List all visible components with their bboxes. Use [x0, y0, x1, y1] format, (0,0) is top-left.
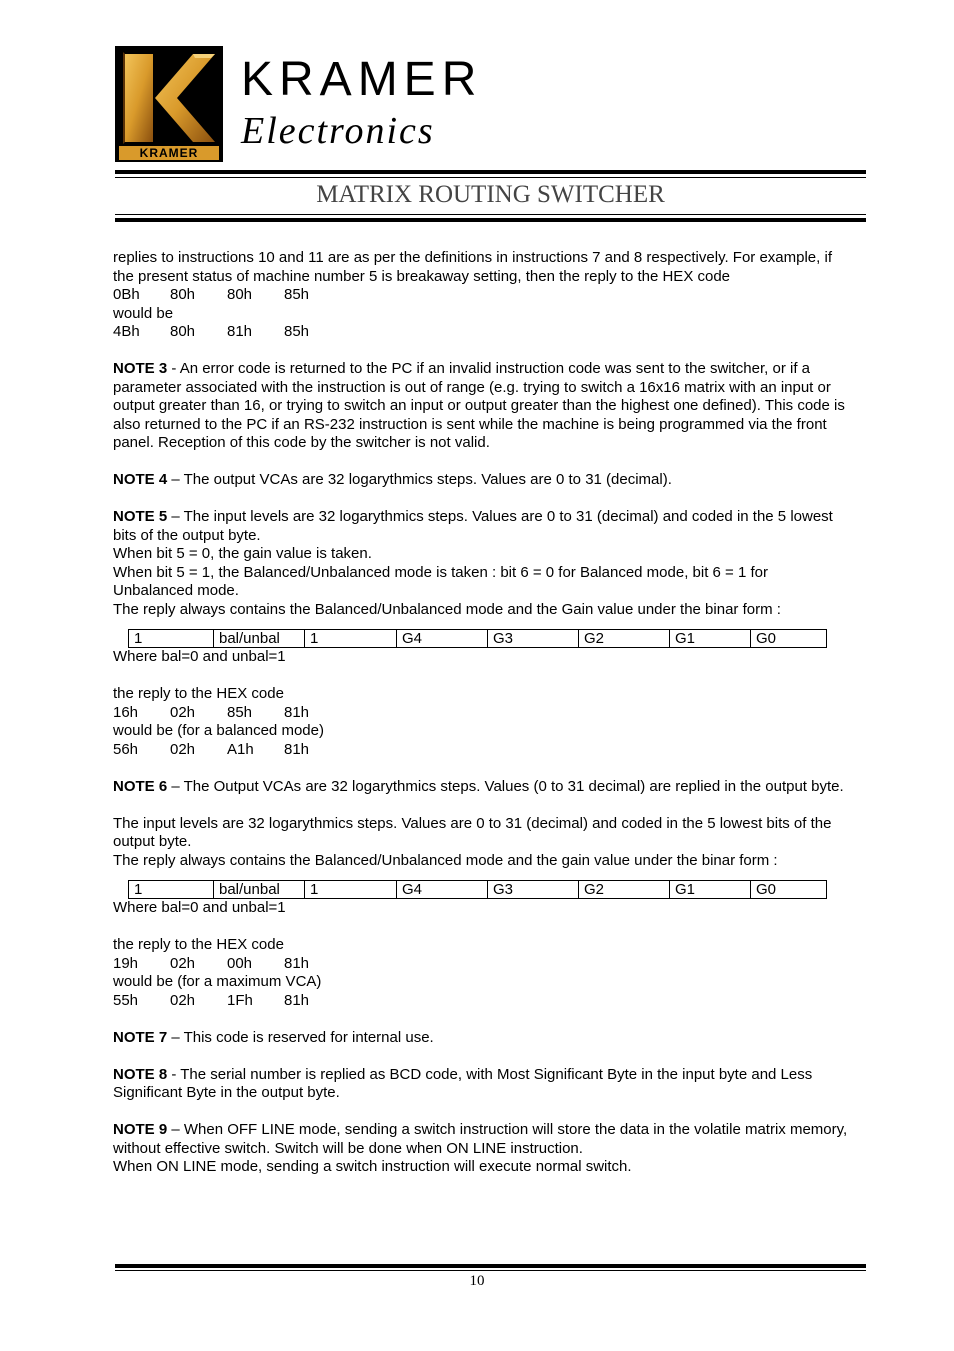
hex-value: 80h	[170, 323, 196, 340]
table-cell: G0	[751, 881, 827, 899]
note-7-text: – This code is reserved for internal use.	[167, 1028, 434, 1046]
note-5	[113, 508, 848, 545]
note-3-text: - An error code is returned to the PC if an invalid instruction code was sent to the switcher, or if a parameter associated with the instruction is out of range (e.g. trying to switch a 16x16 matrix with an input or output greater than 16, or trying to switch an input or output greater than the highest one defined). This code is also returned to the PC if an RS-232 instruction is sent while the machine is being programmed via the front panel. Reception of this code by the switcher is not valid.	[113, 360, 845, 451]
table-cell: G2	[579, 881, 670, 899]
page-number: 10	[469, 1273, 485, 1289]
header-rule-bottom-thin	[115, 214, 866, 215]
note-8	[113, 1066, 848, 1103]
table-row	[129, 630, 827, 648]
hex-row-2	[113, 323, 848, 342]
table-cell: G3	[488, 881, 579, 899]
hex-value: 81h	[284, 954, 310, 972]
table-cell: 1	[129, 881, 214, 899]
brand-name: KRAMER	[241, 53, 483, 106]
note-9-line: When ON LINE mode, sending a switch instruction will execute normal switch.	[113, 1158, 632, 1175]
header-rule-top	[115, 170, 866, 174]
table-cell: bal/unbal	[214, 630, 305, 648]
note-5-text: – The input levels are 32 logarythmics steps. Values are 0 to 31 (decimal) and coded in the 5 lowest bits of the output byte.	[113, 508, 833, 544]
hex-row-1	[113, 286, 848, 305]
hex-value: 0Bh	[113, 286, 140, 303]
table-cell: 1	[305, 881, 397, 899]
hex-value: 16h	[113, 703, 139, 721]
hex-value: 81h	[284, 991, 310, 1009]
kramer-logo	[115, 46, 223, 162]
hex-value: 02h	[170, 703, 196, 721]
note-5-label: NOTE 5	[113, 508, 168, 525]
hex-value: 81h	[284, 703, 310, 721]
table-cell: G4	[397, 881, 488, 899]
footer-rule-thin	[115, 1270, 866, 1271]
table-cell: 1	[129, 630, 214, 648]
page-title: MATRIX ROUTING SWITCHER	[316, 181, 665, 208]
table-cell: G4	[397, 630, 488, 648]
would-be-text: would be (for a maximum VCA)	[113, 973, 322, 990]
would-be-text: would be	[113, 304, 174, 322]
note-6-text: – The Output VCAs are 32 logarythmics steps. Values (0 to 31 decimal) are replied in the output byte.	[167, 777, 844, 795]
kramer-logo-icon	[115, 46, 223, 162]
note-6-line: The reply always contains the Balanced/Unbalanced mode and the gain value under the binar form :	[113, 851, 778, 869]
hex-value: 02h	[170, 991, 196, 1009]
footer-rule	[115, 1264, 866, 1268]
note-4-text: – The output VCAs are 32 logarythmics steps. Values are 0 to 31 (decimal).	[167, 471, 672, 488]
note-6-line: The input levels are 32 logarythmics steps. Values are 0 to 31 (decimal) and coded in the 5 lowest bits of the output byte.	[113, 814, 832, 850]
note-8-text: - The serial number is replied as BCD code, with Most Significant Byte in the input byte and Less Significant Byte in the output byte.	[113, 1065, 813, 1101]
bit-table-2	[128, 880, 827, 899]
hex-value: 02h	[170, 954, 196, 972]
note-5-line: When bit 5 = 1, the Balanced/Unbalanced mode is taken : bit 6 = 0 for Balanced mode, bit 6 = 1 for Unbalanced mode.	[113, 563, 768, 599]
hex-value: 02h	[170, 740, 196, 758]
hex-row-5	[113, 955, 848, 974]
note-8-label: NOTE 8	[113, 1065, 168, 1083]
note-9	[113, 1121, 848, 1158]
note-6-label: NOTE 6	[113, 777, 168, 795]
note-3-label: NOTE 3	[113, 360, 168, 377]
table-cell: G2	[579, 630, 670, 648]
note-5-line: The reply always contains the Balanced/Unbalanced mode and the Gain value under the binar form :	[113, 600, 781, 618]
where-text: Where bal=0 and unbal=1	[113, 899, 286, 916]
table-cell: G3	[488, 630, 579, 648]
brand-subtitle: Electronics	[241, 110, 435, 152]
document-body	[113, 249, 848, 1177]
hex-value: 1Fh	[227, 991, 253, 1009]
note-9-label: NOTE 9	[113, 1121, 168, 1138]
bit-table-1	[128, 629, 827, 648]
hex-row-6	[113, 992, 848, 1011]
hex-row-3	[113, 704, 848, 723]
table-cell: 1	[305, 630, 397, 648]
note-4-label: NOTE 4	[113, 471, 168, 488]
note-9-text: – When OFF LINE mode, sending a switch instruction will store the data in the volatile matrix memory, without effective switch. Switch will be done when ON LINE instruction.	[113, 1121, 848, 1157]
intro-paragraph: replies to instructions 10 and 11 are as per the definitions in instructions 7 and 8 respectively. For example, if the present status of machine number 5 is breakaway setting, then the reply to the HEX code	[113, 249, 832, 285]
where-text: Where bal=0 and unbal=1	[113, 648, 286, 665]
hex-value: 55h	[113, 991, 139, 1009]
note-5-line: When bit 5 = 0, the gain value is taken.	[113, 545, 372, 562]
reply-text: the reply to the HEX code	[113, 685, 284, 702]
hex-value: 85h	[284, 323, 310, 340]
hex-value: 56h	[113, 740, 139, 758]
hex-value: 00h	[227, 954, 253, 972]
table-row	[129, 881, 827, 899]
note-3	[113, 360, 848, 453]
table-cell: G0	[751, 630, 827, 648]
hex-row-4	[113, 741, 848, 760]
note-7-label: NOTE 7	[113, 1028, 168, 1046]
brand-block	[241, 52, 482, 154]
hex-value: 4Bh	[113, 323, 140, 340]
header-rule-bottom	[115, 218, 866, 222]
note-6	[113, 778, 848, 797]
hex-value: 80h	[170, 286, 196, 303]
hex-value: 85h	[284, 286, 310, 303]
hex-value: A1h	[227, 740, 254, 758]
table-cell: G1	[670, 630, 751, 648]
hex-value: 80h	[227, 286, 253, 303]
logo-wordmark: KRAMER	[139, 146, 199, 160]
hex-value: 81h	[227, 323, 253, 340]
hex-value: 81h	[284, 740, 310, 758]
table-cell: bal/unbal	[214, 881, 305, 899]
note-4	[113, 471, 848, 490]
hex-value: 19h	[113, 954, 139, 972]
table-cell: G1	[670, 881, 751, 899]
header-rule-top-thin	[115, 177, 866, 178]
note-7	[113, 1029, 848, 1048]
reply-text: the reply to the HEX code	[113, 936, 284, 953]
would-be-text: would be (for a balanced mode)	[113, 722, 324, 739]
hex-value: 85h	[227, 703, 253, 721]
